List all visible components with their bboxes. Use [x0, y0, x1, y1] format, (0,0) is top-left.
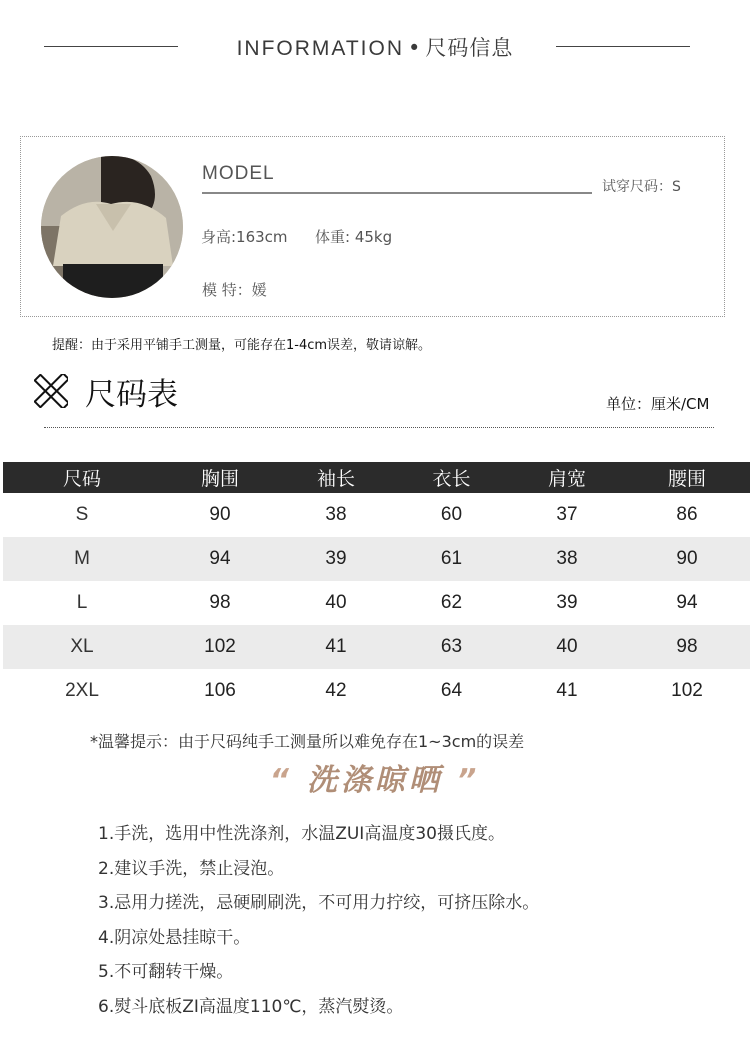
header-bust: 胸围	[161, 462, 279, 493]
header-shoulder: 肩宽	[510, 462, 624, 493]
ruler-cross-icon	[34, 374, 68, 408]
dotted-divider	[44, 427, 714, 428]
washing-title	[0, 755, 750, 799]
cell: 90	[209, 504, 231, 525]
cell: 40	[510, 625, 624, 669]
measure-notice: 提醒：由于采用平铺手工测量，可能存在1-4cm误差，敬请谅解。	[52, 338, 432, 353]
washing-title-text: 洗涤晾晒	[307, 763, 443, 798]
cell: L	[76, 592, 88, 613]
cell: S	[75, 504, 89, 525]
header-line-left	[44, 46, 178, 47]
cell: 94	[161, 537, 279, 581]
cell: 37	[556, 504, 578, 525]
list-item: 2.建议手洗，禁止浸泡。	[98, 858, 285, 879]
model-underline	[202, 192, 592, 194]
cell: 98	[624, 625, 750, 669]
table-row	[3, 493, 750, 537]
title-cn: 尺码信息	[425, 36, 514, 60]
quote-close: ”	[457, 763, 481, 798]
cell: 63	[393, 625, 510, 669]
list-item: 6.熨斗底板ZI高温度110℃，蒸汽熨烫。	[98, 996, 404, 1017]
table-row	[3, 537, 750, 581]
model-height: 身高:163cm	[201, 228, 288, 246]
header-size: 尺码	[3, 462, 161, 493]
model-card	[20, 136, 725, 317]
list-item: 5.不可翻转干燥。	[98, 962, 234, 982]
cell: 90	[624, 537, 750, 581]
cell: 2XL	[65, 680, 99, 701]
model-label: MODEL	[202, 163, 275, 184]
cell: XL	[3, 625, 161, 669]
model-name: 模 特：媛	[202, 281, 267, 299]
size-chart-title: 尺码表	[85, 377, 178, 413]
cell: 86	[676, 504, 698, 525]
cell: 62	[440, 592, 463, 613]
table-row	[3, 581, 750, 625]
table-row	[3, 625, 750, 669]
cell: 41	[279, 625, 393, 669]
cell: 42	[325, 680, 347, 701]
quote-open: “	[269, 763, 293, 798]
cell: 61	[393, 537, 510, 581]
tryon-size: 试穿尺码：S	[602, 179, 681, 195]
cell: M	[3, 537, 161, 581]
model-photo	[41, 156, 183, 298]
list-item: 4.阴凉处悬挂晾干。	[98, 927, 251, 948]
cell: 41	[556, 680, 578, 701]
cell: 106	[204, 680, 236, 701]
title-en: INFORMATION	[236, 37, 405, 60]
cell: 40	[325, 592, 347, 613]
cell: 39	[279, 537, 393, 581]
cell: 102	[161, 625, 279, 669]
title-separator: •	[408, 36, 422, 60]
page-title	[180, 32, 570, 62]
care-instructions	[98, 820, 539, 1027]
cell: 98	[209, 592, 231, 613]
unit-label: 单位：厘米/CM	[606, 395, 710, 413]
cell: 38	[325, 504, 347, 525]
table-row	[3, 669, 750, 713]
cell: 39	[556, 592, 578, 613]
list-item: 1.手洗，选用中性洗涤剂，水温ZUI高温度30摄氏度。	[98, 824, 505, 844]
cell: 102	[671, 680, 703, 701]
cell: 94	[676, 592, 698, 613]
cell: 60	[440, 504, 463, 525]
cell: 38	[510, 537, 624, 581]
list-item: 3.忌用力搓洗，忌硬刷刷洗，不可用力拧绞，可挤压除水。	[98, 893, 540, 913]
header-waist: 腰围	[624, 462, 750, 493]
size-table	[3, 462, 750, 713]
header-length: 衣长	[393, 462, 510, 493]
model-weight: 体重: 45kg	[315, 228, 393, 246]
warm-tip: *温馨提示：由于尺码纯手工测量所以难免存在1~3cm的误差	[90, 732, 525, 751]
header-line-right	[556, 46, 690, 47]
cell: 64	[440, 680, 463, 701]
header-sleeve: 袖长	[279, 462, 393, 493]
table-header-row	[3, 462, 750, 493]
